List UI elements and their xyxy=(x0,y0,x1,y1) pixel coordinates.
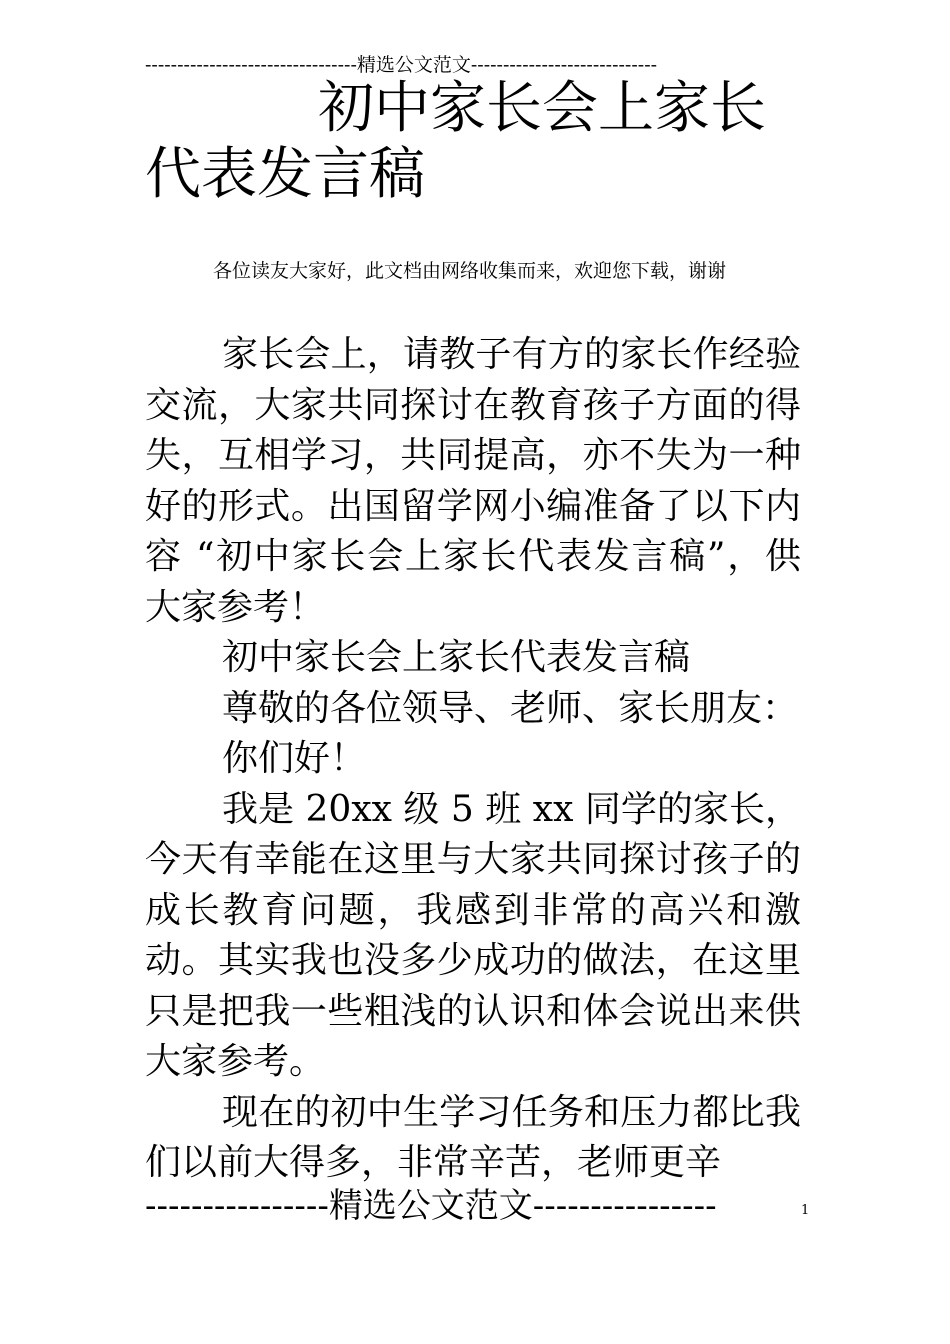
paragraph-greeting: 你们好！ xyxy=(222,738,367,779)
paragraph-intro: 家长会上，请教子有方的家长作经验交流，大家共同探讨在教育孩子方面的得失，互相学习，共同提高，亦不失为一种好的形式。出国留学网小编准备了以下内容 “初中家长会上家长代表发言稿”，供大家参考！ xyxy=(145,334,801,628)
paragraph-subtitle: 初中家长会上家长代表发言稿 xyxy=(222,637,691,678)
page-number: 1 xyxy=(801,1203,810,1218)
title-line-1: 初中家长会上家长 xyxy=(318,76,766,141)
paragraph-pressure: 现在的初中生学习任务和压力都比我们以前大得多，非常辛苦，老师更辛 xyxy=(145,1091,801,1183)
download-notice: 各位读友大家好，此文档由网络收集而来，欢迎您下载，谢谢 xyxy=(213,260,727,282)
paragraph-salutation: 尊敬的各位领导、老师、家长朋友： xyxy=(222,687,799,729)
header-rule: ---------------------------------精选公文范文----------------------------- xyxy=(145,54,658,76)
footer-rule: ----------------精选公文范文---------------- xyxy=(145,1186,717,1226)
document-title xyxy=(145,76,805,208)
document-body xyxy=(145,330,801,1189)
paragraph-introduction: 我是 20xx 级 5 班 xx 同学的家长，今天有幸能在这里与大家共同探讨孩子的成长教育问题，我感到非常的高兴和激动。其实我也没多少成功的做法，在这里只是把我一些粗浅的认识和体会说出来供大家参考。 xyxy=(145,788,801,1082)
title-line-2: 代表发言稿 xyxy=(145,142,425,207)
